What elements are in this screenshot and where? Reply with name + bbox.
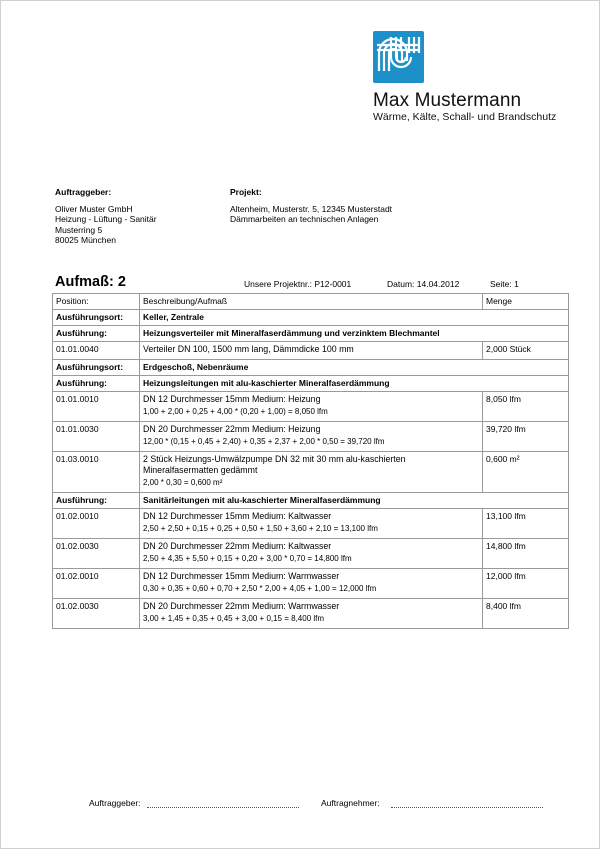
project-block — [230, 187, 392, 225]
item-calculation: 2,50 + 4,35 + 5,50 + 0,15 + 0,20 + 3,00 * 0,70 = 14,800 lfm — [143, 554, 352, 563]
section-text: Heizungsverteiler mit Mineralfaserdämmung und verzinktem Blechmantel — [140, 326, 569, 342]
item-quantity: 39,720 lfm — [483, 422, 569, 452]
item-calculation: 12,00 * (0,15 + 0,45 + 2,40) + 0,35 + 2,37 + 2,00 * 0,50 = 39,720 lfm — [143, 437, 385, 446]
document-title: Aufmaß: 2 — [55, 274, 126, 290]
table-row — [53, 599, 569, 629]
section-label: Ausführung: — [53, 493, 140, 509]
project-heading: Projekt: — [230, 187, 262, 197]
table-row — [53, 452, 569, 493]
item-description: DN 12 Durchmesser 15mm Medium: Heizung — [143, 394, 321, 404]
measurement-table — [52, 293, 569, 629]
position-number: 01.02.0010 — [53, 509, 140, 539]
item-description: DN 20 Durchmesser 22mm Medium: Warmwasser — [143, 601, 340, 611]
company-tagline: Wärme, Kälte, Schall- und Brandschutz — [373, 111, 557, 123]
item-description-cell — [140, 569, 483, 599]
client-signature-line[interactable] — [147, 807, 299, 808]
position-number: 01.01.0040 — [53, 342, 140, 360]
table-row — [53, 569, 569, 599]
position-number: 01.03.0010 — [53, 452, 140, 493]
section-label: Ausführungsort: — [53, 310, 140, 326]
item-calculation: 1,00 + 2,00 + 0,25 + 4,00 * (0,20 + 1,00) = 8,050 lfm — [143, 407, 328, 416]
position-number: 01.02.0010 — [53, 569, 140, 599]
company-logo-icon — [373, 31, 424, 83]
item-description-cell — [140, 539, 483, 569]
section-label: Ausführungsort: — [53, 360, 140, 376]
table-row — [53, 392, 569, 422]
client-line: Heizung - Lüftung - Sanitär — [55, 214, 157, 224]
header-description: Beschreibung/Aufmaß — [140, 294, 483, 310]
section-label: Ausführung: — [53, 376, 140, 392]
project-line: Dämmarbeiten an technischen Anlagen — [230, 214, 379, 224]
item-quantity: 13,100 lfm — [483, 509, 569, 539]
client-line: Musterring 5 — [55, 224, 103, 235]
project-number: Unsere Projektnr.: P12-0001 — [244, 279, 352, 289]
item-description-cell — [140, 452, 483, 493]
section-row — [53, 493, 569, 509]
item-description: DN 20 Durchmesser 22mm Medium: Kaltwasser — [143, 541, 332, 551]
item-description-cell — [140, 422, 483, 452]
item-calculation: 3,00 + 1,45 + 0,35 + 0,45 + 3,00 + 0,15 = 8,400 lfm — [143, 614, 325, 623]
contractor-signature-line[interactable] — [391, 807, 543, 808]
client-block — [55, 187, 157, 246]
section-label: Ausführung: — [53, 326, 140, 342]
item-quantity: 8,400 lfm — [483, 599, 569, 629]
position-number: 01.01.0010 — [53, 392, 140, 422]
position-number: 01.01.0030 — [53, 422, 140, 452]
item-description: DN 20 Durchmesser 22mm Medium: Heizung — [143, 424, 321, 434]
section-row — [53, 376, 569, 392]
item-quantity: 0,600 m² — [483, 452, 569, 493]
item-description-cell — [140, 509, 483, 539]
position-number: 01.02.0030 — [53, 539, 140, 569]
item-calculation: 2,50 + 2,50 + 0,15 + 0,25 + 0,50 + 1,50 + 3,60 + 2,10 = 13,100 lfm — [143, 524, 378, 533]
position-number: 01.02.0030 — [53, 599, 140, 629]
section-row — [53, 360, 569, 376]
section-text: Heizungsleitungen mit alu-kaschierter Mineralfaserdämmung — [140, 376, 569, 392]
section-text: Keller, Zentrale — [140, 310, 569, 326]
page-number: Seite: 1 — [490, 279, 519, 289]
item-description: DN 12 Durchmesser 15mm Medium: Kaltwasser — [143, 511, 332, 521]
item-quantity: 2,000 Stück — [483, 342, 569, 360]
table-header-row — [53, 294, 569, 310]
document-date: Datum: 14.04.2012 — [387, 279, 460, 289]
item-description: Verteiler DN 100, 1500 mm lang, Dämmdicke 100 mm — [143, 344, 354, 354]
header-position: Position: — [53, 294, 140, 310]
table-row — [53, 509, 569, 539]
header-quantity: Menge — [483, 294, 569, 310]
table-row — [53, 539, 569, 569]
company-name: Max Mustermann — [373, 90, 522, 111]
item-quantity: 12,000 lfm — [483, 569, 569, 599]
client-signature-label: Auftraggeber: — [89, 798, 141, 808]
client-line: Oliver Muster GmbH — [55, 203, 133, 214]
section-text: Sanitärleitungen mit alu-kaschierter Mineralfaserdämmung — [140, 493, 569, 509]
section-row — [53, 326, 569, 342]
contractor-signature-label: Auftragnehmer: — [321, 798, 380, 808]
section-row — [53, 310, 569, 326]
item-description: DN 12 Durchmesser 15mm Medium: Warmwasser — [143, 571, 340, 581]
table-row — [53, 342, 569, 360]
item-calculation: 0,30 + 0,35 + 0,60 + 0,70 + 2,50 * 2,00 + 4,05 + 1,00 = 12,000 lfm — [143, 584, 377, 593]
item-calculation: 2,00 * 0,30 = 0,600 m² — [143, 478, 223, 487]
item-quantity: 14,800 lfm — [483, 539, 569, 569]
item-description-cell — [140, 599, 483, 629]
table-row — [53, 422, 569, 452]
section-text: Erdgeschoß, Nebenräume — [140, 360, 569, 376]
item-description: 2 Stück Heizungs-Umwälzpumpe DN 32 mit 30 mm alu-kaschierten Mineralfasermatten gedämmt — [143, 454, 406, 475]
item-quantity: 8,050 lfm — [483, 392, 569, 422]
project-line: Altenheim, Musterstr. 5, 12345 Musterstadt — [230, 203, 393, 214]
client-heading: Auftraggeber: — [55, 187, 112, 197]
item-description-cell — [140, 342, 483, 360]
client-line: 80025 München — [55, 235, 116, 245]
item-description-cell — [140, 392, 483, 422]
